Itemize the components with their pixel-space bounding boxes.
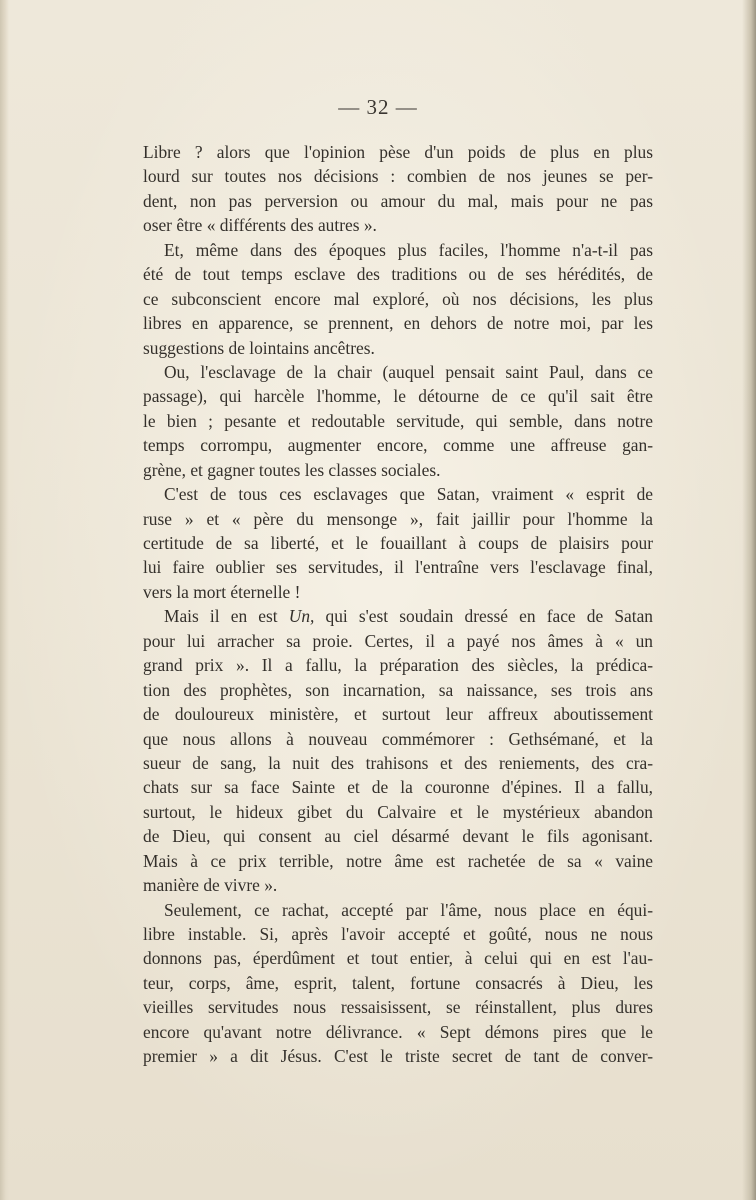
text-line: surtout, le hideux gibet du Calvaire et le mystérieux abandon — [143, 801, 653, 822]
text-line: été de tout temps esclave des traditions ou de ses hérédités, de — [143, 264, 653, 285]
text-segment: qui s'est soudain dressé en face de Satan — [314, 606, 653, 627]
text-line: de douloureux ministère, et surtout leur affreux aboutissement — [143, 704, 653, 725]
paragraph-start-line: Seulement, ce rachat, accepté par l'âme, nous place en équi- — [164, 899, 653, 920]
text-line: donnons pas, éperdûment et tout entier, à celui qui en est l'au- — [143, 948, 653, 969]
paragraph-start-line: Et, même dans des époques plus faciles, l'homme n'a-t-il pas — [164, 239, 653, 260]
text-line: vers la mort éternelle ! — [143, 581, 301, 602]
page-left-edge — [0, 0, 9, 1200]
text-line: grand prix ». Il a fallu, la préparation des siècles, la prédica- — [143, 655, 653, 676]
text-line: ruse » et « père du mensonge », fait jaillir pour l'homme la — [143, 508, 653, 529]
paragraph-start-line: Ou, l'esclavage de la chair (auquel pensait saint Paul, dans ce — [164, 361, 653, 382]
text-line: dent, non pas perversion ou amour du mal, mais pour ne pas — [143, 190, 653, 211]
page-number: — 32 — — [338, 95, 418, 119]
text-line: lui faire oublier ses servitudes, il l'entraîne vers l'esclavage final, — [143, 557, 653, 578]
text-line: libre instable. Si, après l'avoir accepté et goûté, nous ne nous — [143, 924, 653, 944]
text-line: lourd sur toutes nos décisions : combien de nos jeunes se per- — [143, 166, 653, 187]
text-line: vieilles servitudes nous ressaisissent, se réinstallent, plus dures — [143, 997, 653, 1018]
text-line: chats sur sa face Sainte et de la couronne d'épines. Il a fallu, — [143, 777, 653, 798]
text-line: certitude de sa liberté, et le fouaillant à coups de plaisirs pour — [143, 533, 653, 553]
text-line: sueur de sang, la nuit des trahisons et des reniements, des cra- — [143, 752, 653, 773]
text-line: suggestions de lointains ancêtres. — [143, 337, 375, 358]
text-line: de Dieu, qui consent au ciel désarmé devant le fils agonisant. — [143, 826, 653, 847]
text-line: teur, corps, âme, esprit, talent, fortune consacrés à Dieu, les — [143, 972, 653, 993]
text-line: pour lui arracher sa proie. Certes, il a payé nos âmes à « un — [143, 630, 653, 651]
text-line: que nous allons à nouveau commémorer : Gethsémané, et la — [143, 728, 653, 749]
page-right-edge-shadow — [742, 0, 756, 1200]
text-line: grène, et gagner toutes les classes sociales. — [143, 459, 441, 480]
text-line: oser être « différents des autres ». — [143, 215, 377, 236]
text-line: libres en apparence, se prennent, en dehors de notre moi, par les — [143, 313, 653, 334]
text-line: Libre ? alors que l'opinion pèse d'un poids de plus en plus — [143, 142, 653, 162]
text-line: Mais à ce prix terrible, notre âme est rachetée de sa « vaine — [143, 850, 653, 871]
text-line: temps corrompu, augmenter encore, comme une affreuse gan- — [143, 435, 653, 456]
text-line: manière de vivre ». — [143, 875, 278, 896]
text-line: ce subconscient encore mal exploré, où nos décisions, les plus — [143, 288, 653, 309]
text-line: passage), qui harcèle l'homme, le détourne de ce qu'il sait être — [143, 386, 653, 407]
text-line: encore qu'avant notre délivrance. « Sept démons pires que le — [143, 1021, 653, 1042]
paragraph-start-line — [143, 604, 653, 628]
paragraph-start-line: C'est de tous ces esclavages que Satan, vraiment « esprit de — [164, 484, 653, 505]
text-segment: Mais il en est — [164, 606, 289, 627]
text-line: premier » a dit Jésus. C'est le triste secret de tant de conver- — [143, 1046, 653, 1067]
text-line: le bien ; pesante et redoutable servitude, qui semble, dans notre — [143, 410, 653, 431]
italic-word: Un, — [288, 606, 315, 627]
body-text — [143, 140, 653, 1069]
text-line: tion des prophètes, son incarnation, sa naissance, ses trois ans — [143, 679, 653, 700]
